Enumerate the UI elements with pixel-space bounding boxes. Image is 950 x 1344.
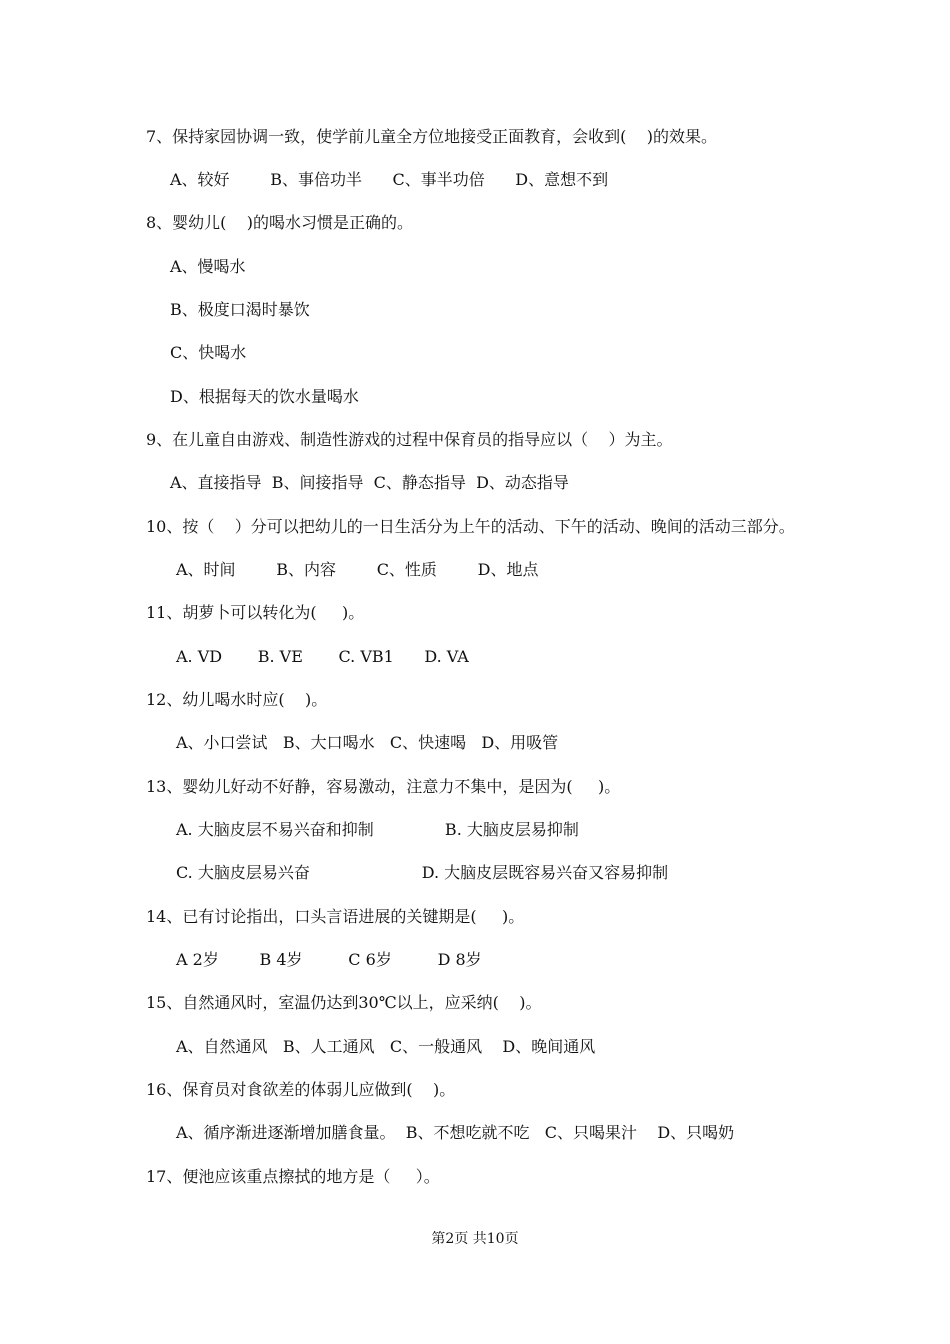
question-11: 11、胡萝卜可以转化为( )。 [146, 603, 365, 622]
options-15: A、自然通风 B、人工通风 C、一般通风 D、晚间通风 [176, 1037, 596, 1056]
question-9: 9、在儿童自由游戏、制造性游戏的过程中保育员的指导应以（ ）为主。 [146, 430, 673, 449]
options-13-ab: A. 大脑皮层不易兴奋和抑制 B. 大脑皮层易抑制 [176, 820, 579, 839]
question-10: 10、按（ ）分可以把幼儿的一日生活分为上午的活动、下午的活动、晚间的活动三部分。 [146, 517, 795, 536]
options-7: A、较好 B、事倍功半 C、事半功倍 D、意想不到 [170, 170, 609, 189]
question-12: 12、幼儿喝水时应( )。 [146, 690, 328, 709]
question-16: 16、保育员对食欲差的体弱儿应做到( )。 [146, 1080, 456, 1099]
options-16: A、循序渐进逐渐增加膳食量。 B、不想吃就不吃 C、只喝果汁 D、只喝奶 [176, 1123, 735, 1142]
options-13-cd: C. 大脑皮层易兴奋 D. 大脑皮层既容易兴奋又容易抑制 [176, 863, 669, 882]
question-13: 13、婴幼儿好动不好静，容易激动，注意力不集中，是因为( )。 [146, 777, 621, 796]
options-12: A、小口尝试 B、大口喝水 C、快速喝 D、用吸管 [176, 733, 559, 752]
question-17: 17、便池应该重点擦拭的地方是（ ）。 [146, 1167, 440, 1186]
option-8b: B、极度口渴时暴饮 [170, 300, 310, 319]
question-8: 8、婴幼儿( )的喝水习惯是正确的。 [146, 213, 414, 232]
options-9: A、直接指导 B、间接指导 C、静态指导 D、动态指导 [170, 473, 569, 492]
options-14: A 2岁 B 4岁 C 6岁 D 8岁 [176, 950, 482, 969]
option-8c: C、快喝水 [170, 343, 247, 362]
question-14: 14、已有讨论指出，口头言语进展的关键期是( )。 [146, 907, 525, 926]
option-8a: A、慢喝水 [170, 257, 246, 276]
question-7: 7、保持家园协调一致，使学前儿童全方位地接受正面教育，会收到( )的效果。 [146, 127, 718, 146]
options-11: A. VD B. VE C. VB1 D. VA [176, 647, 469, 666]
option-8d: D、根据每天的饮水量喝水 [170, 387, 359, 406]
options-10: A、时间 B、内容 C、性质 D、地点 [176, 560, 539, 579]
page-number-footer: 第2页 共10页 [431, 1231, 519, 1247]
question-15: 15、自然通风时，室温仍达到30℃以上，应采纳( )。 [146, 993, 542, 1012]
